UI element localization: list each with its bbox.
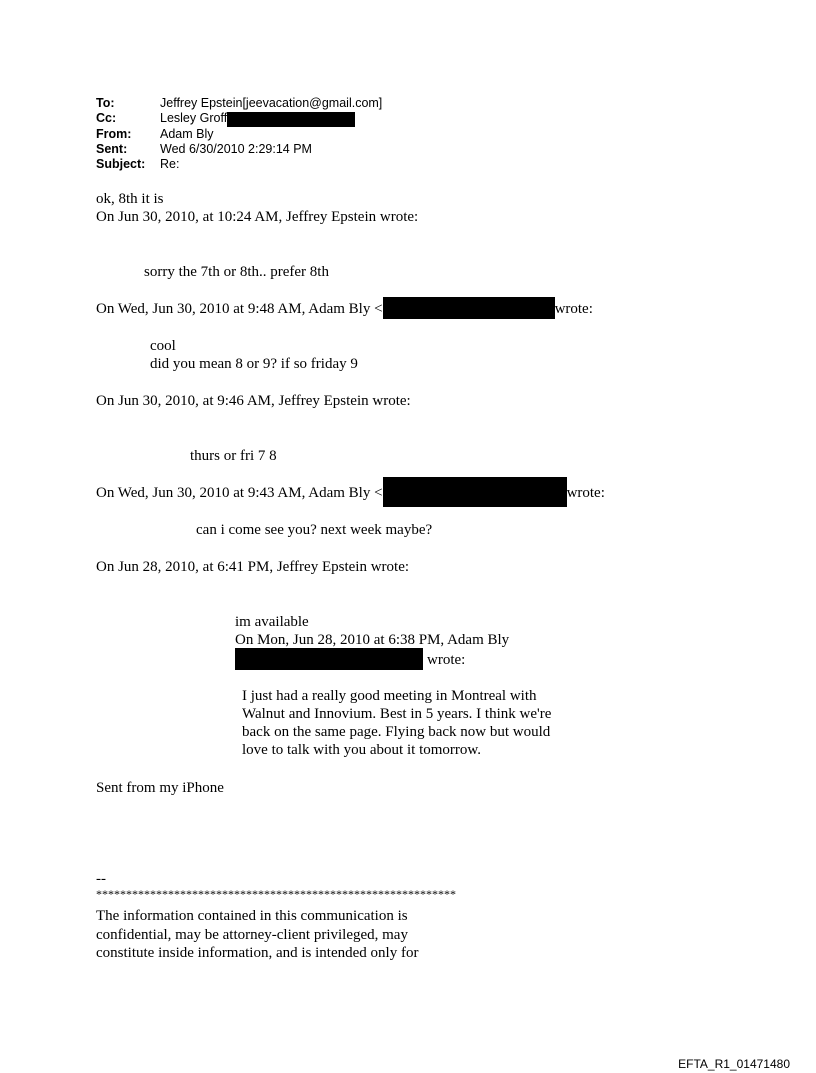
sent-value: Wed 6/30/2010 2:29:14 PM xyxy=(160,142,312,156)
quote-attribution: On Jun 30, 2010, at 9:46 AM, Jeffrey Epstein wrote: xyxy=(96,393,411,409)
attribution-wrote: wrote: xyxy=(554,301,593,317)
redaction-block xyxy=(235,648,423,670)
cc-value: Lesley Groff xyxy=(160,111,228,125)
quoted-message: back on the same page. Flying back now but would xyxy=(242,724,551,740)
to-row xyxy=(96,96,382,111)
cc-row xyxy=(96,111,382,127)
disclaimer-text: constitute inside information, and is intended only for xyxy=(96,945,419,961)
redaction-block xyxy=(227,112,355,127)
quote-attribution xyxy=(96,300,593,319)
quoted-message: did you mean 8 or 9? if so friday 9 xyxy=(150,356,358,372)
signoff: Sent from my iPhone xyxy=(96,780,224,796)
attribution-text: On Wed, Jun 30, 2010 at 9:48 AM, Adam Bly < xyxy=(96,301,383,317)
quoted-message: can i come see you? next week maybe? xyxy=(196,522,433,538)
quoted-message: love to talk with you about it tomorrow. xyxy=(242,742,481,758)
attribution-wrote: wrote: xyxy=(427,652,466,668)
attribution-text: On Wed, Jun 30, 2010 at 9:43 AM, Adam Bly < xyxy=(96,485,383,501)
quote-attribution: On Jun 30, 2010, at 10:24 AM, Jeffrey Epstein wrote: xyxy=(96,209,419,225)
to-value: Jeffrey Epstein[jeevacation@gmail.com] xyxy=(160,96,383,110)
to-label: To: xyxy=(96,96,115,110)
quoted-message: cool xyxy=(150,338,176,354)
sent-row xyxy=(96,142,382,157)
redaction-block xyxy=(383,477,567,507)
separator-stars: ************************************************************ xyxy=(96,887,456,901)
quoted-message: thurs or fri 7 8 xyxy=(190,448,277,464)
from-row xyxy=(96,127,382,142)
quoted-message: I just had a really good meeting in Montreal with xyxy=(242,688,537,704)
disclaimer-text: confidential, may be attorney-client privileged, may xyxy=(96,927,408,943)
document-id: EFTA_R1_01471480 xyxy=(678,1057,790,1071)
cc-label: Cc: xyxy=(96,111,117,125)
attribution-wrote: wrote: xyxy=(566,485,605,501)
sent-label: Sent: xyxy=(96,142,128,156)
quoted-message: Walnut and Innovium. Best in 5 years. I think we're xyxy=(242,706,552,722)
subject-row xyxy=(96,157,382,172)
quoted-message: sorry the 7th or 8th.. prefer 8th xyxy=(144,264,329,280)
email-header xyxy=(96,96,382,172)
subject-value: Re: xyxy=(160,157,180,171)
reply-text: ok, 8th it is xyxy=(96,191,164,207)
from-label: From: xyxy=(96,127,132,141)
quote-attribution xyxy=(96,484,605,507)
quoted-message: im available xyxy=(235,614,309,630)
separator-dashes: -- xyxy=(96,871,106,887)
redaction-block xyxy=(383,297,555,319)
quote-attribution: On Jun 28, 2010, at 6:41 PM, Jeffrey Epstein wrote: xyxy=(96,559,410,575)
from-value: Adam Bly xyxy=(160,127,214,141)
disclaimer-text: The information contained in this communication is xyxy=(96,908,408,924)
quote-attribution: On Mon, Jun 28, 2010 at 6:38 PM, Adam Bly xyxy=(235,632,510,648)
subject-label: Subject: xyxy=(96,157,146,171)
